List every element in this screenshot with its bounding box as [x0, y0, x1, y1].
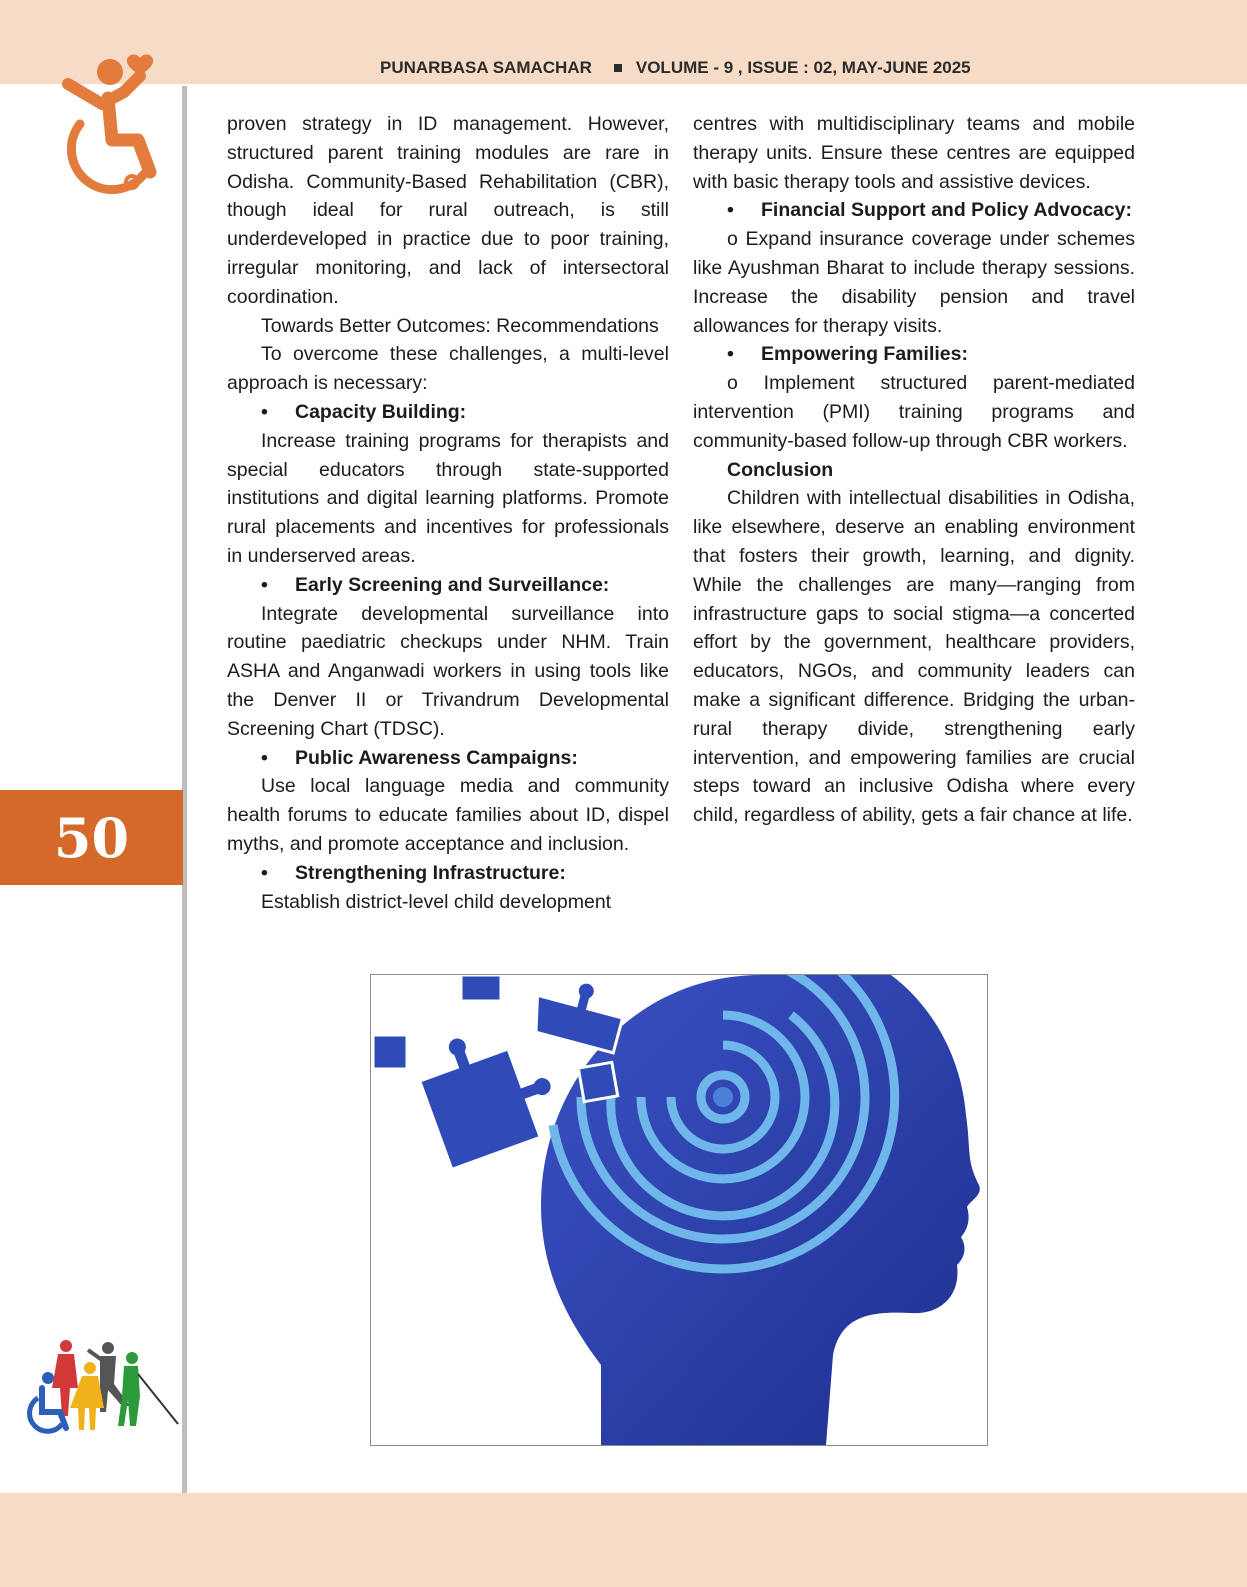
bullet-empowering-families: • Empowering Families: [693, 340, 1135, 369]
paragraph-cbr: proven strategy in ID management. However, structured parent training modules are rare in Odisha. Community-Based Rehabilitation (CBR), though ideal for rural outreach, is still underdeveloped in practice due to poor training, irregular monitoring, and lack of intersectoral coordination. [227, 113, 669, 308]
page-number: 50 [53, 805, 130, 870]
head-maze-illustration [370, 974, 988, 1446]
bullet-public-awareness: • Public Awareness Campaigns: [227, 744, 669, 773]
bullet-early-screening: • Early Screening and Surveillance: [227, 571, 669, 600]
bottom-footer-band [0, 1493, 1247, 1587]
wheelchair-user-logo-icon [40, 52, 170, 202]
early-screening-text: Integrate developmental surveillance into routine paediatric checkups under NHM. Train ASHA and Anganwadi workers in using tools like the Denver II or Trivandrum Developmental Screening Chart (TDSC). [227, 602, 669, 740]
bullet-strengthening-infrastructure: • Strengthening Infrastructure: [227, 859, 669, 888]
conclusion-heading: Conclusion [727, 458, 834, 481]
head-silhouette-maze-icon [371, 975, 987, 1445]
bullet-icon: • [727, 199, 734, 222]
bullet-icon: • [261, 746, 268, 769]
right-column [693, 110, 1135, 830]
financial-support-text: o Expand insurance coverage under schemes like Ayushman Bharat to include therapy sessions. Increase the disability pension and travel allowances for therapy visits. [693, 228, 1135, 337]
capacity-building-text: Increase training programs for therapists and special educators through state-supported institutions and digital learning platforms. Promote rural placements and incentives for professionals in underserved areas. [227, 429, 669, 567]
bullet-icon: • [261, 400, 268, 423]
running-header [380, 56, 971, 80]
conclusion-text: Children with intellectual disabilities in Odisha, like elsewhere, deserve an enabling environment that fosters their growth, learning, and dignity. While the challenges are many—ranging from infrastructure gaps to social stigma—a concerted effort by the government, healthcare providers, educators, NGOs, and community leaders can make a significant difference. Bridging the urban-rural therapy divide, strengthening early intervention, and empowering families are crucial steps toward an inclusive Odisha where every child, regardless of ability, gets a fair chance at life. [693, 487, 1135, 827]
left-column [227, 110, 669, 916]
header-separator-icon [614, 64, 622, 72]
bullet-icon: • [727, 343, 734, 366]
empowering-families-text: o Implement structured parent-mediated intervention (PMI) training programs and community-based follow-up through CBR workers. [693, 372, 1135, 452]
recommendations-heading: Towards Better Outcomes: Recommendations [261, 314, 659, 337]
recommendations-intro: To overcome these challenges, a multi-level approach is necessary: [227, 343, 669, 395]
bullet-icon: • [261, 861, 268, 884]
infrastructure-text-continued: centres with multidisciplinary teams and mobile therapy units. Ensure these centres are equipped with basic therapy tools and assistive devices. [693, 113, 1135, 193]
infrastructure-text-start: Establish district-level child development [261, 890, 612, 913]
bullet-capacity-building: • Capacity Building: [227, 398, 669, 427]
issue-info: VOLUME - 9 , ISSUE : 02, MAY-JUNE 2025 [635, 58, 971, 77]
bullet-financial-support: • Financial Support and Policy Advocacy: [693, 196, 1135, 225]
people-with-disabilities-icon [26, 1338, 186, 1448]
page-number-box [0, 790, 183, 885]
bullet-icon: • [261, 573, 268, 596]
publication-name: PUNARBASA SAMACHAR [380, 58, 592, 77]
public-awareness-text: Use local language media and community health forums to educate families about ID, dispel myths, and promote acceptance and inclusion. [227, 775, 669, 855]
